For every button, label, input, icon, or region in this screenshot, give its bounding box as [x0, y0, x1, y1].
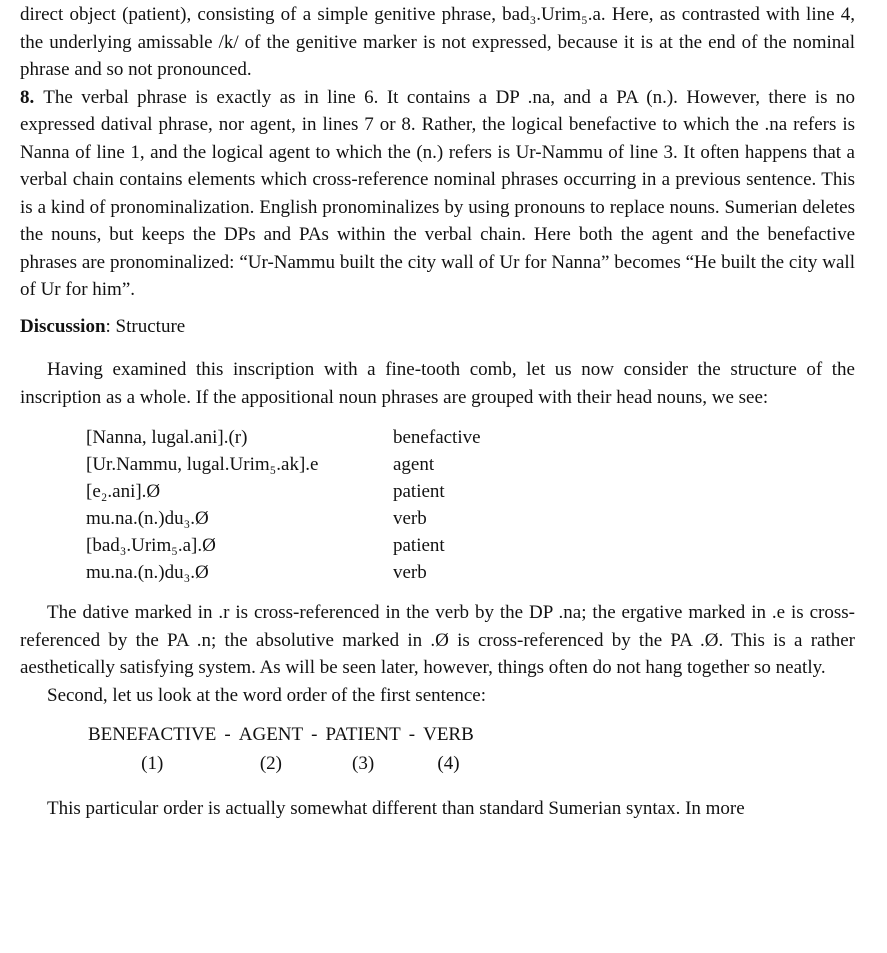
- grammatical-role: verb: [393, 562, 427, 583]
- word-order-separator: -: [408, 724, 416, 745]
- word-order-word: AGENT: [238, 724, 304, 745]
- grammatical-role: agent: [393, 454, 435, 475]
- discussion-heading-topic: : Structure: [105, 315, 186, 337]
- grammatical-role: verb: [393, 508, 427, 529]
- word-order-item: [423, 720, 474, 778]
- word-order-separator: -: [311, 724, 318, 745]
- sumerian-form: mu.na.(n.)du₃.Ø: [86, 508, 209, 529]
- sumerian-form: [Nanna, lugal.ani].(r): [86, 427, 248, 448]
- paragraph-second: Second, let us look at the word order of the first sentence:: [47, 684, 486, 706]
- grammatical-role: patient: [393, 481, 445, 502]
- word-order-word: VERB: [423, 724, 474, 745]
- structure-table-row: [86, 559, 855, 586]
- word-order-separator: -: [224, 724, 231, 745]
- word-order-word: BENEFACTIVE: [88, 724, 217, 745]
- word-order-number: (2): [259, 753, 283, 774]
- word-order-number: (1): [141, 753, 164, 774]
- word-order-item: [325, 720, 400, 778]
- paragraph-8-text: The verbal phrase is exactly as in line 6. It contains a DP .na, and a PA (n.). However, there is no expressed datival phrase, nor agent, in lines 7 or 8. Rather, the logical benefactive to which the .na refers is Nanna of line 1, and the logical agent to which the (n.) refers is Ur-Nammu of line 3. It often happens that a verbal chain contains elements which cross-reference nominal phrases occurring in a previous sentence. This is a kind of pronominalization. English pronominalizes by using pronouns to replace nouns. Sumerian deletes the nouns, but keeps the DPs and PAs within the verbal chain. Here both the agent and the benefactive phrases are pronominalized: “Ur-Nammu built the city wall of Ur for Nanna” becomes “He built the city wall of Ur for him”.: [20, 86, 855, 300]
- structure-table-row: [86, 532, 855, 559]
- word-order-number: (3): [352, 753, 375, 774]
- structure-table-row: [86, 451, 855, 478]
- grammatical-role: benefactive: [393, 427, 481, 448]
- paragraph-final: This particular order is actually somewhat different than standard Sumerian syntax. In more: [47, 798, 745, 819]
- sumerian-form: [e₂.ani].Ø: [86, 481, 161, 502]
- structure-table-row: [86, 424, 855, 451]
- word-order-word: PATIENT: [325, 724, 401, 745]
- sumerian-form: [bad₃.Urim₅.a].Ø: [86, 535, 216, 556]
- structure-table-row: [86, 505, 855, 532]
- discussion-heading-label: Discussion: [20, 315, 106, 337]
- grammatical-role: patient: [393, 535, 445, 556]
- paragraph-8-number: 8.: [20, 86, 35, 108]
- sumerian-form: mu.na.(n.)du₃.Ø: [86, 562, 209, 583]
- word-order-diagram: [88, 720, 855, 778]
- paragraph-dative: The dative marked in .r is cross-referenced in the verb by the DP .na; the ergative marked in .e is cross-referenced by the PA .n; the absolutive marked in .Ø is cross-referenced by the PA .Ø. This is a rather aesthetically satisfying system. As will be seen later, however, things often do not hang together so neatly.: [20, 602, 855, 678]
- structure-table-row: [86, 478, 855, 505]
- word-order-item: [239, 720, 303, 778]
- structure-table: [86, 424, 855, 586]
- paragraph-8: [20, 84, 855, 304]
- word-order-item: [88, 720, 216, 778]
- sumerian-form: [Ur.Nammu, lugal.Urim₅.ak].e: [86, 454, 319, 475]
- word-order-number: (4): [437, 753, 460, 774]
- discussion-heading: [20, 313, 855, 341]
- paragraph-having-examined: Having examined this inscription with a fine-tooth comb, let us now consider the structure of the inscription as a whole. If the appositional noun phrases are grouped with their head nouns, we see:: [20, 359, 855, 408]
- paragraph-continuation: direct object (patient), consisting of a simple genitive phrase, bad₃.Urim₅.a. Here, as contrasted with line 4, the underlying amissable /k/ of the genitive marker is not expressed, because it is at the end of the nominal phrase and so not pronounced.: [20, 4, 855, 80]
